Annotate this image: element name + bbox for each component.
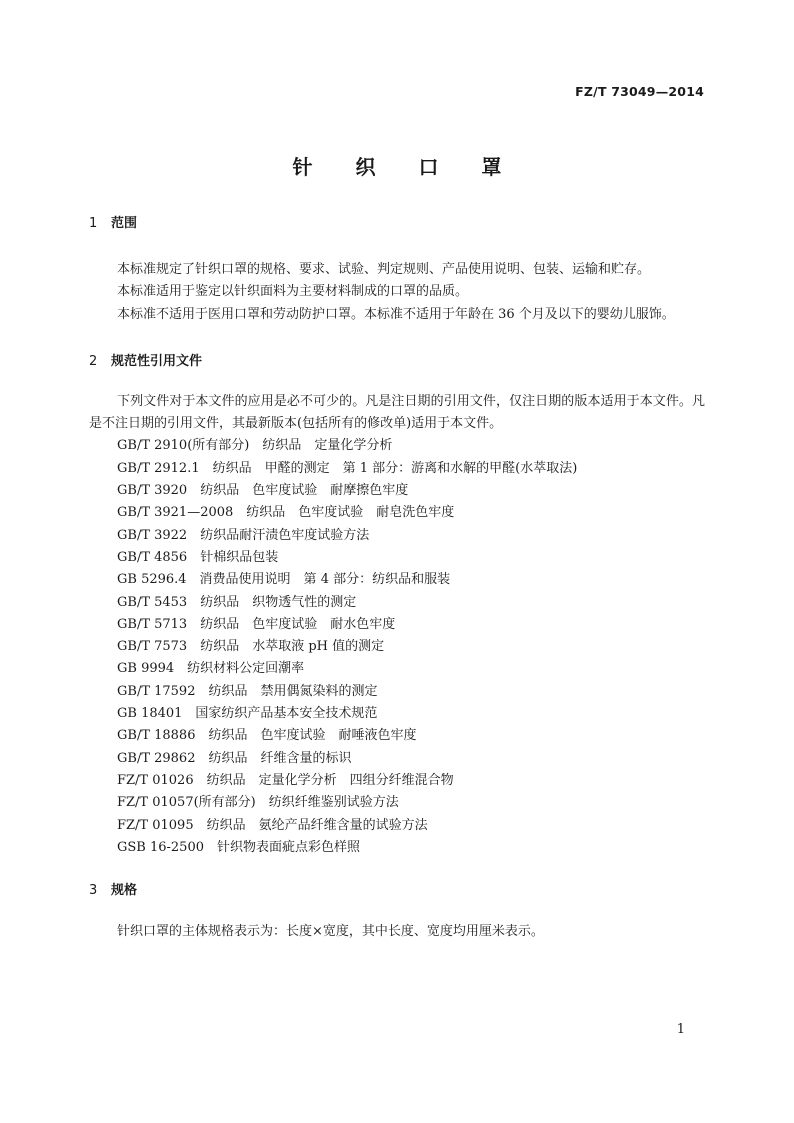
reference-item: GB/T 3922 纺织品耐汗渍色牢度试验方法 <box>117 527 370 543</box>
reference-item: FZ/T 01057(所有部分) 纺织纤维鉴别试验方法 <box>117 795 399 811</box>
reference-item: GB 9994 纺织材料公定回潮率 <box>117 661 305 677</box>
section-heading-specification <box>89 881 705 901</box>
standard-code: FZ/T 73049—2014 <box>575 84 704 99</box>
reference-item: GB/T 5453 纺织品 织物透气性的测定 <box>117 594 357 610</box>
section-body-normative-references <box>89 391 705 859</box>
section-number: 2 <box>89 353 98 369</box>
reference-list <box>89 435 705 859</box>
section-heading-scope <box>89 214 705 234</box>
reference-item: GB/T 3921—2008 纺织品 色牢度试验 耐皂洗色牢度 <box>117 505 455 521</box>
reference-item: GB/T 18886 纺织品 色牢度试验 耐唾液色牢度 <box>117 728 417 744</box>
section-heading-normative-references <box>89 352 705 372</box>
paragraph: 本标准不适用于医用口罩和劳动防护口罩。本标准不适用于年龄在 36 个月及以下的婴幼儿服饰。 <box>117 306 675 322</box>
reference-item: GB/T 2912.1 纺织品 甲醛的测定 第 1 部分：游离和水解的甲醛(水萃取法) <box>117 460 578 476</box>
section-title: 规范性引用文件 <box>111 353 203 369</box>
section-number: 1 <box>89 216 98 231</box>
paragraph: 本标准适用于鉴定以针织面料为主要材料制成的口罩的品质。 <box>117 284 469 300</box>
reference-item: GB/T 3920 纺织品 色牢度试验 耐摩擦色牢度 <box>117 483 409 499</box>
section-title: 范围 <box>111 216 138 231</box>
paragraph: 本标准规定了针织口罩的规格、要求、试验、判定规则、产品使用说明、包装、运输和贮存。 <box>117 262 651 277</box>
reference-item: FZ/T 01095 纺织品 氨纶产品纤维含量的试验方法 <box>117 817 428 833</box>
reference-item: FZ/T 01026 纺织品 定量化学分析 四组分纤维混合物 <box>117 772 454 788</box>
reference-item: GB/T 5713 纺织品 色牢度试验 耐水色牢度 <box>117 616 396 632</box>
page-number: 1 <box>676 1022 685 1037</box>
section-number: 3 <box>89 883 98 899</box>
paragraph: 下列文件对于本文件的应用是必不可少的。凡是注日期的引用文件，仅注日期的版本适用于本文件。凡是不注日期的引用文件，其最新版本(包括所有的修改单)适用于本文件。 <box>89 393 705 432</box>
reference-item: GB/T 7573 纺织品 水萃取液 pH 值的测定 <box>117 639 385 655</box>
reference-item: GB/T 2910(所有部分) 纺织品 定量化学分析 <box>117 438 393 454</box>
reference-item: GB/T 29862 纺织品 纤维含量的标识 <box>117 750 352 766</box>
section-title: 规格 <box>111 883 138 899</box>
section-body-scope <box>89 259 705 326</box>
reference-item: GSB 16-2500 针织物表面疵点彩色样照 <box>117 839 360 855</box>
reference-item: GB/T 17592 纺织品 禁用偶氮染料的测定 <box>117 683 378 699</box>
reference-item: GB 18401 国家纺织产品基本安全技术规范 <box>117 706 378 722</box>
reference-item: GB 5296.4 消费品使用说明 第 4 部分：纺织品和服装 <box>117 572 451 588</box>
document-title: 针 织 口 罩 <box>292 155 520 179</box>
paragraph: 针织口罩的主体规格表示为：长度×宽度，其中长度、宽度均用厘米表示。 <box>117 924 544 940</box>
document-body <box>89 214 705 943</box>
section-body-specification <box>89 921 705 943</box>
reference-item: GB/T 4856 针棉织品包装 <box>117 549 279 565</box>
